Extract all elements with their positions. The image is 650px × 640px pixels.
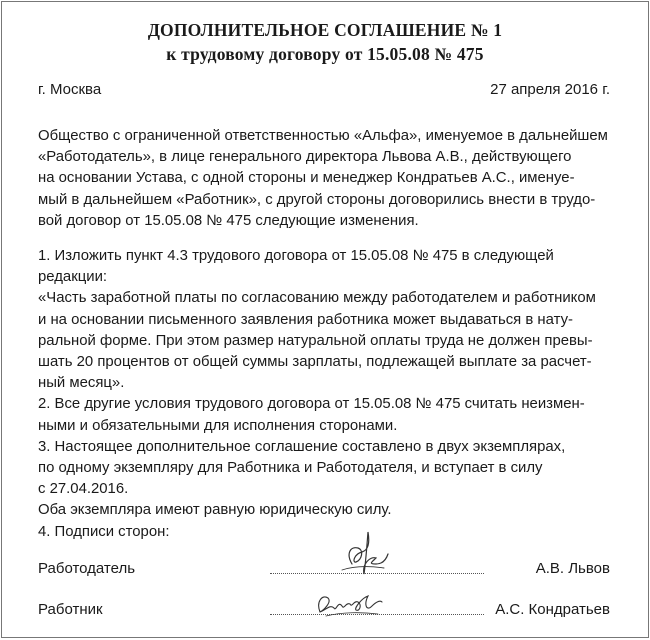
document-title xyxy=(2,19,648,65)
document-page xyxy=(1,1,649,638)
employee-name: А.С. Кондратьев xyxy=(495,601,610,618)
employer-name: А.В. Львов xyxy=(535,560,610,577)
preamble-line: мый в дальнейшем «Работник», с другой стороны договорились внести в трудо- xyxy=(38,191,596,208)
employee-label: Работник xyxy=(38,601,103,618)
preamble-line: Общество с ограниченной ответственностью «Альфа», именуемое в дальнейшем xyxy=(38,128,608,144)
clause-line: ными и обязательными для исполнения сторонами. xyxy=(38,417,398,434)
preamble xyxy=(38,126,618,232)
employer-signature-row xyxy=(38,558,610,580)
clause-line: 4. Подписи сторон: xyxy=(38,523,170,540)
employee-handwritten-signature xyxy=(312,588,386,620)
title-line: ДОПОЛНИТЕЛЬНОЕ СОГЛАШЕНИЕ № 1 xyxy=(147,20,503,40)
place: г. Москва xyxy=(38,81,102,98)
clauses xyxy=(38,246,618,543)
clause-line: шать 20 процентов от общей суммы зарплаты, подлежащей выплате за расчет- xyxy=(38,354,592,371)
clause-line: и на основании письменного заявления работника может выдаваться в нату- xyxy=(38,311,573,328)
employer-handwritten-signature xyxy=(332,524,392,580)
clause-line: по одному экземпляру для Работника и Работодателя, и вступает в силу xyxy=(38,460,543,477)
preamble-line: на основании Устава, с одной стороны и менеджер Кондратьев А.С., именуе- xyxy=(38,170,575,187)
preamble-line: вой договор от 15.05.08 № 475 следующие изменения. xyxy=(38,212,419,229)
clause-line: редакции: xyxy=(38,269,108,286)
clause-line: «Часть заработной платы по согласованию между работодателем и работником xyxy=(38,290,596,307)
clause-line: ральной форме. При этом размер натуральной оплаты труда не должен превы- xyxy=(38,332,593,349)
clause-line: с 27.04.2016. xyxy=(38,481,129,498)
clause-line: 2. Все другие условия трудового договора от 15.05.08 № 475 считать неизмен- xyxy=(38,396,585,413)
subtitle-line: к трудовому договору от 15.05.08 № 475 xyxy=(166,44,484,64)
employer-label: Работодатель xyxy=(38,560,136,577)
clause-line: 3. Настоящее дополнительное соглашение составлено в двух экземплярах, xyxy=(38,438,566,455)
clause-line: ный месяц». xyxy=(38,375,125,392)
clause-line: Оба экземпляра имеют равную юридическую силу. xyxy=(38,502,392,519)
clause-line: 1. Изложить пункт 4.3 трудового договора от 15.05.08 № 475 в следующей xyxy=(38,248,554,265)
agreement-date: 27 апреля 2016 г. xyxy=(490,81,610,98)
preamble-line: «Работодатель», в лице генерального директора Львова А.В., действующего xyxy=(38,149,572,166)
paragraph-gap xyxy=(38,232,618,246)
document-body xyxy=(38,126,618,543)
